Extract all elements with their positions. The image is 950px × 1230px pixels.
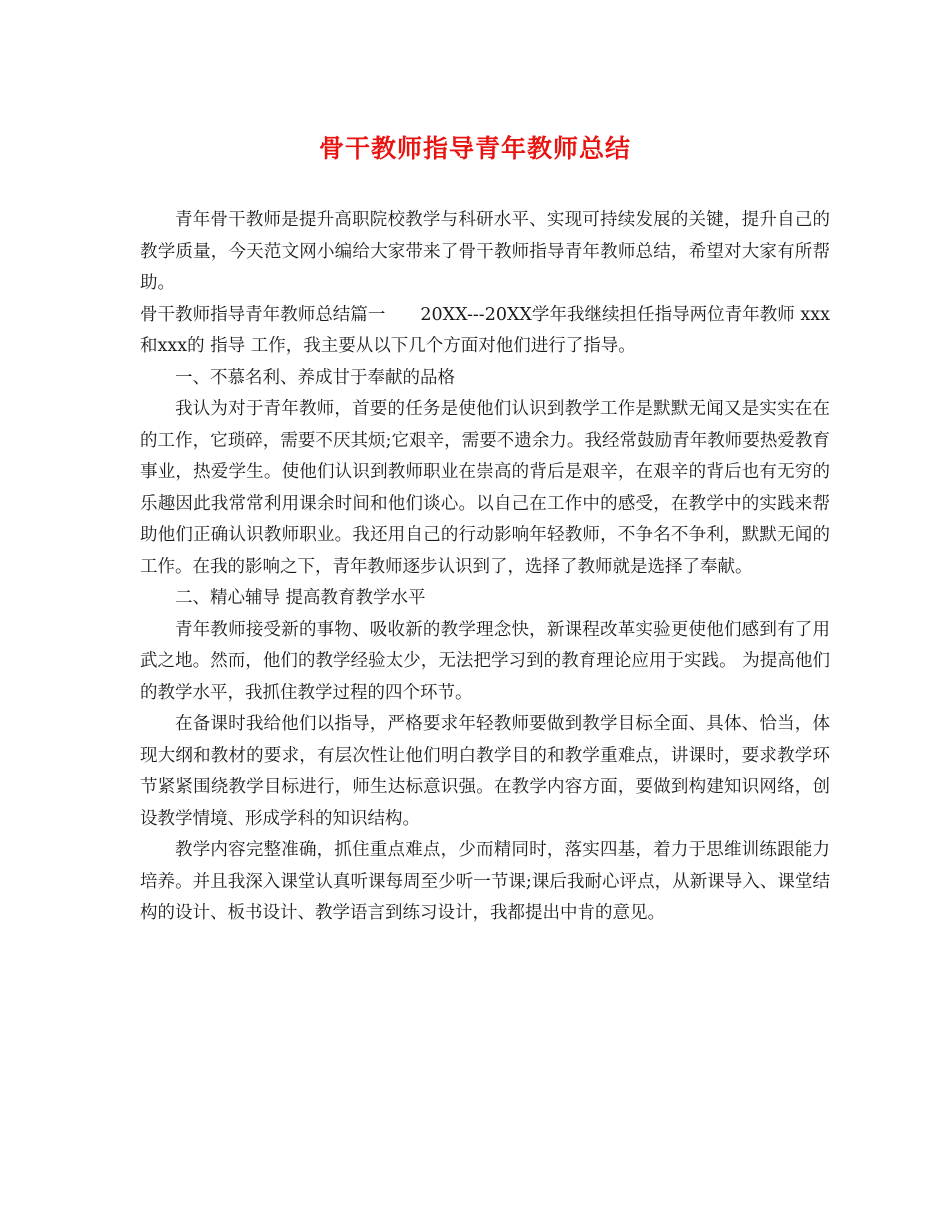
section-heading-2: 二、精心辅导 提高教育教学水平 [175, 588, 426, 608]
section-heading-1: 一、不慕名利、养成甘于奉献的品格 [175, 367, 455, 388]
paragraph-intro: 青年骨干教师是提升高职院校教学与科研水平、实现可持续发展的关键，提升自己的教学质量，今天范文网小编给大家带来了骨干教师指导青年教师总结，希望对大家有所帮助。 [140, 210, 830, 293]
paragraph-section-2c: 教学内容完整准确，抓住重点难点，少而精同时，落实四基，着力于思维训练跟能力培养。并且我深入课堂认真听课每周至少听一节课;课后我耐心评点，从新课导入、课堂结构的设计、板书设计、教学语言到练习设计，我都提出中肯的意见。 [140, 840, 830, 923]
paragraph-article-heading: 骨干教师指导青年教师总结篇一 20XX---20XX学年我继续担任指导两位青年教师 xxx和xxx的 指导 工作，我主要从以下几个方面对他们进行了指导。 [140, 304, 830, 356]
paragraph-section-2b: 在备课时我给他们以指导，严格要求年轻教师要做到教学目标全面、具体、恰当，体现大纲和教材的要求，有层次性让他们明白教学目的和教学重难点，讲课时，要求教学环节紧紧围绕教学目标进行，师生达标意识强。在教学内容方面，要做到构建知识网络，创设教学情境、形成学科的知识结构。 [140, 714, 830, 829]
paragraph-section-1: 我认为对于青年教师，首要的任务是使他们认识到教学工作是默默无闻又是实实在在的工作，它琐碎，需要不厌其烦;它艰辛，需要不遗余力。我经常鼓励青年教师要热爱教育事业，热爱学生。使他们认识到教师职业在崇高的背后是艰辛，在艰辛的背后也有无穷的乐趣因此我常常利用课余时间和他们谈心。以自己在工作中的感受，在教学中的实践来帮助他们正确认识教师职业。我还用自己的行动影响年轻教师，不争名不争利，默默无闻的工作。在我的影响之下，青年教师逐步认识到了，选择了教师就是选择了奉献。 [140, 399, 830, 577]
paragraph-section-2a: 青年教师接受新的事物、吸收新的教学理念快，新课程改革实验更使他们感到有了用武之地。然而，他们的教学经验太少，无法把学习到的教育理论应用于实践。 为提高他们的教学水平，我抓住教学过程的四个环节。 [140, 619, 830, 703]
document-body [140, 205, 830, 930]
document-title: 骨干教师指导青年教师总结 [318, 134, 631, 163]
